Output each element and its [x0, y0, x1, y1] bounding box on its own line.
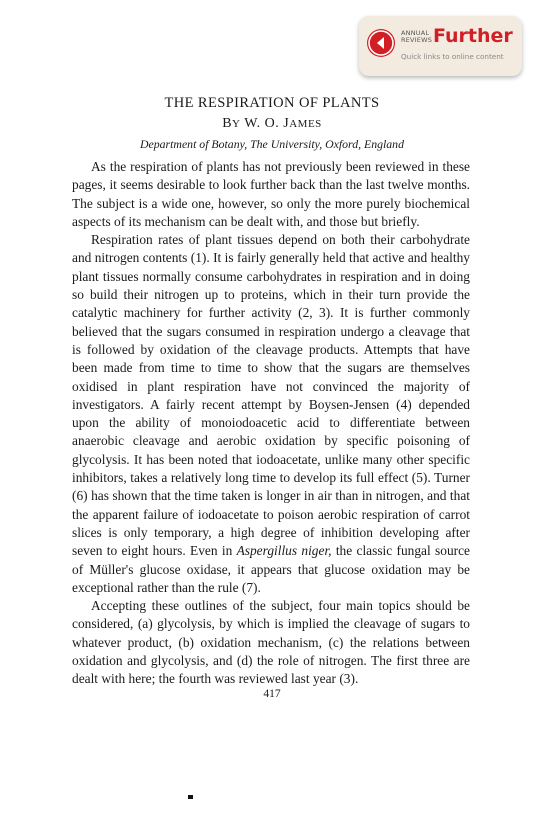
paragraph-2: [72, 231, 470, 597]
author-prefix-initial: B: [222, 116, 233, 131]
author-prefix-rest: Y: [232, 118, 241, 130]
logo-reviews: REVIEWS: [401, 36, 433, 44]
further-label: Further: [433, 25, 513, 47]
page-number: 417: [263, 688, 281, 700]
paragraph-3: Accepting these outlines of the subject, four main topics should be considered, (a) glycolysis, by which is implied the cleavage of sugars to whatever product, (b) oxidation mechanism, (c) the relations between oxidation and glycolysis, and (d) the role of nitrogen. The first three are dealt with here; the fourth was reviewed last year (3).: [72, 598, 470, 687]
article-body: [72, 158, 470, 689]
paragraph-2-part-b: the classic fungal source of Müller's glucose oxidase, it appears that glucose oxidation may be exceptional rather than the rule (7).: [72, 543, 470, 595]
article-author: [0, 116, 544, 132]
article-title: THE RESPIRATION OF PLANTS: [164, 95, 380, 111]
paragraph-2-part-a: Respiration rates of plant tissues depend on both their carbohydrate and nitrogen contents (1). It is fairly generally held that active and healthy plant tissues normally consume carbohydrates in respiration and in doing so build their nitrogen up to proteins, which in their turn provide the catalytic machinery for further activity (2, 3). It is further commonly believed that the sugars consumed in respiration undergo a cleavage that is followed by oxidation of the cleavage products. Attempts that have been made from time to time to show that the sugars are themselves oxidised in plant respiration have not convinced the majority of investigators. A fairly recent attempt by Boysen-Jensen (4) depended upon the ability of monoiodoacetic acid to differentiate between anaerobic cleavage and aerobic oxidation by specific poisoning of glycolysis. It has been noted that iodoacetate, unlike many other specific inhibitors, takes a relatively long time to develop its full effect (5). Turner (6) has shown that the time taken is longer in air than in nitrogen, and that the apparent failure of iodoacetate to poison aerobic respiration of carrot slices is only temporary, a high degree of inhibition developing after seven to eight hours. Even in: [72, 232, 470, 559]
scan-speck: [188, 795, 193, 799]
author-name-rest: AMES: [289, 118, 322, 130]
author-affiliation: Department of Botany, The University, Oxford, England: [140, 137, 404, 151]
annual-reviews-logo: [401, 30, 432, 44]
further-links-badge[interactable]: [359, 16, 522, 76]
paragraph-1: As the respiration of plants has not previously been reviewed in these pages, it seems desirable to look further back than the last twelve months. The subject is a wide one, however, so only the more purely biochemical aspects of its mechanism can be dealt with, and those but briefly.: [72, 159, 470, 229]
author-name-main: W. O. J: [244, 116, 290, 131]
further-subtitle: Quick links to online content: [401, 52, 504, 61]
species-name: Aspergillus niger,: [236, 543, 332, 559]
play-arrow-icon: [367, 29, 395, 57]
logo-annual: ANNUAL: [401, 29, 430, 37]
